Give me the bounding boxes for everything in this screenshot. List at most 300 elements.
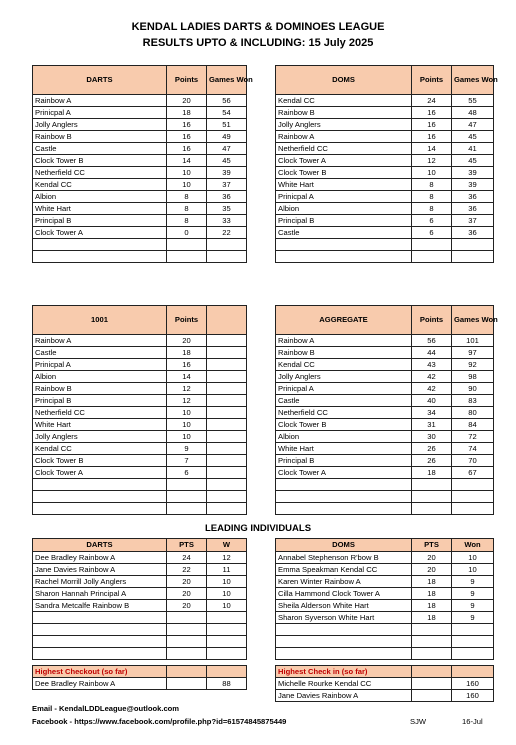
cell-name: Clock Tower B — [33, 155, 167, 167]
cell-name: Sharon Syverson White Hart — [276, 612, 412, 624]
cell-value: 10 — [452, 552, 494, 564]
cell-name: Sheila Alderson White Hart — [276, 600, 412, 612]
cell-name: Clock Tower A — [33, 227, 167, 239]
cell-value: 8 — [412, 179, 452, 191]
cell-name: White Hart — [33, 419, 167, 431]
cell-blank — [33, 636, 167, 648]
cell-value: 36 — [452, 227, 494, 239]
table-row — [33, 371, 247, 383]
cell-value — [207, 395, 247, 407]
cell-blank — [167, 239, 207, 251]
table-row — [276, 600, 494, 612]
checkin-table — [275, 665, 494, 702]
cell-blank — [276, 479, 412, 491]
cell-name: Albion — [33, 371, 167, 383]
cell-blank — [207, 251, 247, 263]
cell-blank — [167, 624, 207, 636]
cell-value: 24 — [412, 95, 452, 107]
cell-value: 16 — [167, 131, 207, 143]
cell-value: 8 — [167, 203, 207, 215]
table-row — [33, 678, 247, 690]
cell-name: Clock Tower A — [276, 467, 412, 479]
footer-date: 16-Jul — [462, 717, 483, 726]
cell-blank — [207, 636, 247, 648]
cell-name: Sandra Metcalfe Rainbow B — [33, 600, 167, 612]
cell-name: Sharon Hannah Principal A — [33, 588, 167, 600]
cell-name: Netherfield CC — [33, 407, 167, 419]
cell-value — [207, 335, 247, 347]
table-row — [33, 119, 247, 131]
aggregate-header-games: Games Won — [452, 306, 494, 335]
cell-value — [207, 371, 247, 383]
cell-name: Rainbow B — [276, 107, 412, 119]
table-row — [276, 179, 494, 191]
cell-value: 39 — [452, 179, 494, 191]
darts-table — [32, 65, 253, 263]
cell-blank — [412, 624, 452, 636]
cell-value: 45 — [207, 155, 247, 167]
cell-blank — [452, 239, 494, 251]
page-title: KENDAL LADIES DARTS & DOMINOES LEAGUE — [131, 21, 385, 33]
footer-facebook[interactable]: Facebook - https://www.facebook.com/profile.php?id=61574845875449 — [32, 717, 287, 726]
cell-value: 39 — [452, 167, 494, 179]
cell-blank — [167, 636, 207, 648]
cell-name: Jolly Anglers — [33, 119, 167, 131]
cell-value — [207, 467, 247, 479]
table-row — [33, 155, 247, 167]
cell-value: 11 — [207, 564, 247, 576]
cell-value: 92 — [452, 359, 494, 371]
cell-value: 101 — [452, 335, 494, 347]
cell-value: 20 — [167, 335, 207, 347]
cell-name: Albion — [33, 191, 167, 203]
cell-blank — [207, 503, 247, 515]
cell-value: 47 — [452, 119, 494, 131]
table-row — [33, 467, 247, 479]
cell-blank — [452, 251, 494, 263]
cell-value: 20 — [167, 588, 207, 600]
cell-name: Rachel Morrill Jolly Anglers — [33, 576, 167, 588]
ind-doms-table — [275, 538, 494, 660]
table-row-empty — [33, 648, 247, 660]
table-row — [33, 588, 247, 600]
cell-blank — [167, 503, 207, 515]
table-row-empty — [33, 239, 247, 251]
cell-value — [207, 347, 247, 359]
cell-name: Clock Tower B — [276, 167, 412, 179]
cell-blank — [412, 648, 452, 660]
table-row — [33, 143, 247, 155]
footer-initials: SJW — [410, 717, 427, 726]
cell-value: 18 — [167, 107, 207, 119]
cell-name: Kendal CC — [33, 179, 167, 191]
cell-value: 8 — [167, 215, 207, 227]
cell-value: 6 — [412, 215, 452, 227]
cell-name: Netherfield CC — [276, 407, 412, 419]
cell-value — [207, 383, 247, 395]
doms-header-points: Points — [412, 66, 452, 95]
cell-name: Annabel Stephenson R'bow B — [276, 552, 412, 564]
cell-value: 80 — [452, 407, 494, 419]
cell-value: 47 — [207, 143, 247, 155]
cell-blank — [167, 648, 207, 660]
cell-value: 36 — [452, 191, 494, 203]
t1001-header-blank — [207, 306, 247, 335]
cell-value: 22 — [167, 564, 207, 576]
cell-value: 10 — [167, 407, 207, 419]
cell-name: Principal B — [276, 455, 412, 467]
cell-name: Jane Davies Rainbow A — [33, 564, 167, 576]
cell-name: Castle — [276, 395, 412, 407]
cell-name: Kendal CC — [276, 359, 412, 371]
table-row-empty — [276, 491, 494, 503]
cell-blank — [207, 648, 247, 660]
cell-name: Clock Tower B — [276, 419, 412, 431]
cell-value: 18 — [412, 576, 452, 588]
cell-value: 37 — [452, 215, 494, 227]
cell-value: 56 — [207, 95, 247, 107]
table-row — [33, 347, 247, 359]
cell-value — [207, 455, 247, 467]
table-row — [33, 191, 247, 203]
cell-value: 22 — [207, 227, 247, 239]
cell-value: 0 — [167, 227, 207, 239]
cell-name: Castle — [276, 227, 412, 239]
cell-value: 40 — [412, 395, 452, 407]
cell-value: 55 — [452, 95, 494, 107]
cell-value: 20 — [167, 600, 207, 612]
cell-value: 20 — [412, 552, 452, 564]
cell-value: 18 — [412, 612, 452, 624]
table-row — [33, 359, 247, 371]
cell-value: 9 — [452, 588, 494, 600]
cell-value: 30 — [412, 431, 452, 443]
cell-value: 8 — [412, 191, 452, 203]
cell-value: 16 — [167, 143, 207, 155]
cell-value: 51 — [207, 119, 247, 131]
cell-name: Albion — [276, 431, 412, 443]
cell-blank — [207, 612, 247, 624]
table-row — [276, 588, 494, 600]
table-row — [276, 443, 494, 455]
cell-name: White Hart — [276, 179, 412, 191]
cell-value: 97 — [452, 347, 494, 359]
footer-email[interactable]: Email - KendalLDDLeague@outlook.com — [32, 704, 180, 713]
table-row — [276, 552, 494, 564]
table-row — [33, 95, 247, 107]
table-row-empty — [276, 239, 494, 251]
cell-name: Michelle Rourke Kendal CC — [276, 678, 412, 690]
cell-blank — [412, 678, 452, 690]
table-row — [33, 203, 247, 215]
table-row — [33, 107, 247, 119]
cell-value: 70 — [452, 455, 494, 467]
table-row — [276, 95, 494, 107]
cell-name: Netherfield CC — [276, 143, 412, 155]
cell-value: 48 — [452, 107, 494, 119]
cell-value: 20 — [167, 95, 207, 107]
cell-value — [207, 431, 247, 443]
cell-blank — [412, 239, 452, 251]
table-row — [276, 215, 494, 227]
cell-blank — [276, 251, 412, 263]
cell-name: White Hart — [276, 443, 412, 455]
cell-value: 16 — [412, 131, 452, 143]
table-row — [276, 678, 494, 690]
cell-value: 35 — [207, 203, 247, 215]
cell-value: 42 — [412, 383, 452, 395]
table-row — [276, 419, 494, 431]
doms-body — [276, 95, 494, 263]
checkout-body — [33, 678, 247, 690]
cell-value: 33 — [207, 215, 247, 227]
cell-value: 83 — [452, 395, 494, 407]
cell-value: 6 — [167, 467, 207, 479]
cell-value: 160 — [452, 690, 494, 702]
cell-blank — [452, 624, 494, 636]
table-row — [276, 371, 494, 383]
cell-value: 14 — [167, 371, 207, 383]
table-row-empty — [276, 648, 494, 660]
cell-value: 54 — [207, 107, 247, 119]
cell-value: 10 — [207, 576, 247, 588]
table-row — [276, 143, 494, 155]
cell-blank — [452, 648, 494, 660]
cell-name: Principal B — [33, 215, 167, 227]
table-row-empty — [276, 479, 494, 491]
checkout-header-blank — [207, 666, 247, 678]
cell-name: Jane Davies Rainbow A — [276, 690, 412, 702]
cell-value: 84 — [452, 419, 494, 431]
checkin-body — [276, 678, 494, 702]
cell-value: 37 — [207, 179, 247, 191]
table-row-empty — [276, 624, 494, 636]
table-row — [33, 443, 247, 455]
cell-name: Rainbow B — [33, 383, 167, 395]
cell-value: 9 — [452, 576, 494, 588]
ind-darts-header-w: W — [207, 539, 247, 552]
table-row-empty — [33, 624, 247, 636]
cell-name: Albion — [276, 203, 412, 215]
aggregate-header-points: Points — [412, 306, 452, 335]
cell-blank — [412, 251, 452, 263]
checkin-header-blank — [452, 666, 494, 678]
table-row — [276, 191, 494, 203]
checkout-table — [32, 665, 247, 690]
cell-value: 90 — [452, 383, 494, 395]
table-row — [33, 455, 247, 467]
cell-value: 34 — [412, 407, 452, 419]
table-row — [33, 564, 247, 576]
cell-value: 36 — [207, 191, 247, 203]
ind-darts-table — [32, 538, 247, 660]
table-row — [33, 431, 247, 443]
cell-blank — [412, 690, 452, 702]
cell-blank — [452, 503, 494, 515]
table-row — [276, 155, 494, 167]
cell-value: 8 — [167, 191, 207, 203]
cell-value: 10 — [167, 179, 207, 191]
cell-name: Dee Bradley Rainbow A — [33, 552, 167, 564]
cell-value — [207, 419, 247, 431]
cell-value: 16 — [167, 119, 207, 131]
cell-value: 88 — [207, 678, 247, 690]
cell-value: 10 — [167, 419, 207, 431]
cell-name: Kendal CC — [33, 443, 167, 455]
cell-blank — [167, 251, 207, 263]
cell-value: 12 — [412, 155, 452, 167]
cell-value: 18 — [167, 347, 207, 359]
checkin-label: Highest Check in (so far) — [276, 666, 412, 678]
leading-individuals-title: LEADING INDIVIDUALS — [204, 523, 312, 534]
cell-blank — [207, 491, 247, 503]
table-row — [33, 576, 247, 588]
cell-blank — [167, 612, 207, 624]
aggregate-body — [276, 335, 494, 515]
cell-blank — [276, 503, 412, 515]
doms-header-games: Games Won — [452, 66, 494, 95]
table-row — [33, 395, 247, 407]
table-row — [276, 107, 494, 119]
table-row — [276, 431, 494, 443]
cell-value: 67 — [452, 467, 494, 479]
table-row — [33, 227, 247, 239]
table-row-empty — [33, 612, 247, 624]
cell-value: 20 — [412, 564, 452, 576]
doms-header-team: DOMS — [276, 66, 412, 95]
cell-value: 24 — [167, 552, 207, 564]
table-row — [276, 612, 494, 624]
table-row — [276, 227, 494, 239]
aggregate-table — [275, 305, 498, 515]
cell-value: 18 — [412, 467, 452, 479]
cell-value: 45 — [452, 155, 494, 167]
cell-name: Castle — [33, 347, 167, 359]
cell-value: 10 — [207, 588, 247, 600]
cell-value: 10 — [452, 564, 494, 576]
cell-blank — [452, 636, 494, 648]
cell-value: 9 — [167, 443, 207, 455]
cell-blank — [412, 503, 452, 515]
cell-value — [207, 443, 247, 455]
cell-value: 20 — [167, 576, 207, 588]
cell-value: 6 — [412, 227, 452, 239]
cell-value: 49 — [207, 131, 247, 143]
cell-value: 26 — [412, 443, 452, 455]
page-subtitle: RESULTS UPTO & INCLUDING: 15 July 2025 — [142, 37, 374, 49]
table-row — [276, 395, 494, 407]
table-row — [33, 335, 247, 347]
cell-value: 31 — [412, 419, 452, 431]
cell-value: 74 — [452, 443, 494, 455]
cell-blank — [207, 479, 247, 491]
cell-blank — [33, 239, 167, 251]
cell-value: 36 — [452, 203, 494, 215]
cell-name: Rainbow B — [276, 347, 412, 359]
cell-value: 10 — [167, 167, 207, 179]
cell-value: 26 — [412, 455, 452, 467]
cell-name: Rainbow A — [33, 335, 167, 347]
table-row-empty — [33, 503, 247, 515]
cell-name: Principal B — [33, 395, 167, 407]
cell-blank — [33, 624, 167, 636]
cell-name: Kendal CC — [276, 95, 412, 107]
cell-name: Rainbow A — [276, 131, 412, 143]
table-row — [33, 600, 247, 612]
cell-value: 18 — [412, 600, 452, 612]
table-row-empty — [33, 636, 247, 648]
cell-value: 43 — [412, 359, 452, 371]
cell-name: Karen Winter Rainbow A — [276, 576, 412, 588]
table-row — [276, 203, 494, 215]
cell-blank — [276, 239, 412, 251]
table-row — [33, 383, 247, 395]
table-row-empty — [276, 636, 494, 648]
t1001-header-team: 1001 — [33, 306, 167, 335]
cell-name: Clock Tower A — [276, 155, 412, 167]
cell-name: Clock Tower A — [33, 467, 167, 479]
cell-value: 44 — [412, 347, 452, 359]
table-row-empty — [33, 251, 247, 263]
checkin-header-blank — [412, 666, 452, 678]
table-row — [276, 564, 494, 576]
cell-name: Prinicpal A — [33, 107, 167, 119]
cell-value: 39 — [207, 167, 247, 179]
table-row — [276, 467, 494, 479]
cell-value: 14 — [167, 155, 207, 167]
cell-blank — [167, 678, 207, 690]
table-row — [276, 455, 494, 467]
cell-value: 72 — [452, 431, 494, 443]
checkout-label: Highest Checkout (so far) — [33, 666, 167, 678]
cell-name: Rainbow A — [276, 335, 412, 347]
cell-name: Prinicpal A — [276, 191, 412, 203]
table-row — [33, 407, 247, 419]
table-row — [33, 552, 247, 564]
table-row — [33, 131, 247, 143]
table-row — [33, 215, 247, 227]
cell-name: Castle — [33, 143, 167, 155]
cell-value: 10 — [167, 431, 207, 443]
cell-value: 9 — [452, 612, 494, 624]
cell-blank — [412, 636, 452, 648]
darts-header-games: Games Won — [207, 66, 247, 95]
ind-darts-header-player: DARTS — [33, 539, 167, 552]
cell-value: 16 — [412, 107, 452, 119]
table-row — [276, 383, 494, 395]
cell-blank — [33, 648, 167, 660]
cell-value: 18 — [412, 588, 452, 600]
cell-name: Jolly Anglers — [276, 119, 412, 131]
cell-blank — [276, 624, 412, 636]
cell-value: 98 — [452, 371, 494, 383]
table-row-empty — [276, 503, 494, 515]
cell-name: Principal B — [276, 215, 412, 227]
cell-name: Dee Bradley Rainbow A — [33, 678, 167, 690]
table-row — [33, 419, 247, 431]
cell-value: 42 — [412, 371, 452, 383]
cell-blank — [452, 491, 494, 503]
cell-value: 12 — [207, 552, 247, 564]
cell-blank — [412, 479, 452, 491]
table-row — [276, 335, 494, 347]
cell-value: 14 — [412, 143, 452, 155]
table-row — [276, 690, 494, 702]
cell-value: 56 — [412, 335, 452, 347]
t1001-header-points: Points — [167, 306, 207, 335]
ind-doms-header-pts: PTS — [412, 539, 452, 552]
cell-blank — [276, 648, 412, 660]
